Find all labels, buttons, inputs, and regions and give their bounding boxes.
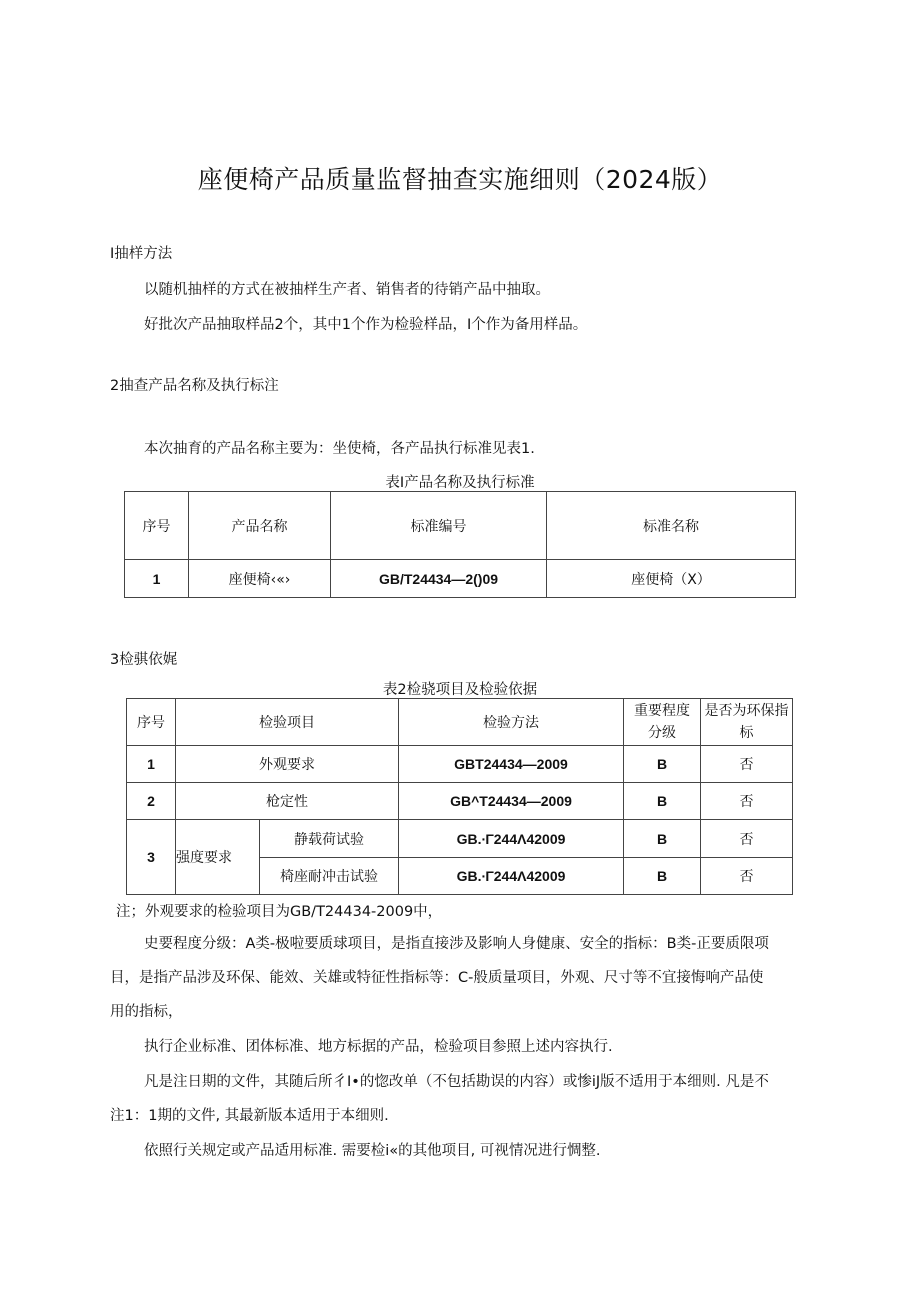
table-cell: 1: [125, 560, 189, 598]
header-cell: 标准编号: [331, 492, 547, 560]
table-cell: 椅座耐冲击试验: [260, 858, 399, 895]
section-2-heading: 2抽查产品名称及执行标注: [110, 378, 279, 394]
note-2-line-2: 目，是指产品涉及环保、能效、关雄或特征性指标等：C-般质量项目，外观、尺寸等不宜接悔响产品使: [110, 970, 764, 986]
table-cell: GB.∙Γ244Λ42009: [399, 820, 624, 858]
table-cell: GB/T24434—2()09: [331, 560, 547, 598]
table-cell: B: [624, 858, 701, 895]
header-cell: 标准名称: [547, 492, 796, 560]
product-standard-table: [124, 491, 796, 598]
page-title: 座便椅产品质量监督抽查实施细则（2024版）: [197, 165, 723, 194]
inspection-items-table: [126, 698, 793, 895]
table-cell: B: [624, 783, 701, 820]
header-cell: 序号: [127, 699, 176, 746]
header-cell: 检验方法: [399, 699, 624, 746]
note-2-line-3: 用的指标，: [110, 1004, 183, 1020]
table-cell: 枪定性: [176, 783, 399, 820]
table-cell: 否: [701, 858, 793, 895]
table-cell: B: [624, 820, 701, 858]
table-2-caption: 表2检骁项目及检验依据: [382, 682, 538, 698]
table-cell: GBT24434—2009: [399, 746, 624, 783]
header-cell: 序号: [125, 492, 189, 560]
table-cell: 否: [701, 746, 793, 783]
table-cell: 外观要求: [176, 746, 399, 783]
note-1: 注；外观要求的检验项目为GB/T24434-2009中，: [116, 904, 443, 920]
note-5: 依照行关规定或产品适用标准. 需要检i«的其他项目, 可视情况进行惆整.: [144, 1143, 601, 1159]
table-cell: GB.∙Γ244Λ42009: [399, 858, 624, 895]
section-2-paragraph: 本次抽育的产品名称主要为：坐使椅，各产品执行标准见表1.: [144, 441, 535, 457]
note-4-line-2: 注1：1期的文件, 其最新版本适用于本细则.: [110, 1108, 389, 1124]
section-1-paragraph-2: 好批次产品抽取样品2个，其中1个作为检验样品，I个作为备用样品。: [144, 317, 588, 333]
header-cell: 是否为环保指标: [701, 699, 793, 746]
section-3-heading: 3检骐依娓: [110, 652, 178, 668]
table-row: [127, 746, 793, 783]
table-cell: 否: [701, 783, 793, 820]
table-cell: 静载荷试验: [260, 820, 399, 858]
section-1-paragraph-1: 以随机抽样的方式在被抽样生产者、销售者的待销产品中抽取。: [144, 282, 550, 298]
table-header-row: [127, 699, 793, 746]
table-row: [125, 560, 796, 598]
table-cell: GB^T24434—2009: [399, 783, 624, 820]
section-1-heading: I抽样方法: [110, 246, 173, 262]
header-cell: 重要程度分级: [624, 699, 701, 746]
note-2-line-1: 史要程度分级：A类-极啦要质球项目，是指直接涉及影响人身健康、安全的指标：B类-正要质限项: [144, 936, 769, 952]
table-1-caption: 表I产品名称及执行标准: [385, 475, 535, 491]
note-4-line-1: 凡是注日期的文件，其随后所彳I•的惚改单（不包括勘误的内容）或惨iJ版不适用于本细则. 凡是不: [144, 1074, 769, 1090]
table-cell: 否: [701, 820, 793, 858]
table-cell: 座便椅‹«›: [189, 560, 331, 598]
table-cell: 2: [127, 783, 176, 820]
table-row: [127, 783, 793, 820]
table-cell: 3: [127, 820, 176, 895]
note-3: 执行企业标准、团体标准、地方标据的产品，检验项目参照上述内容执行.: [144, 1039, 613, 1055]
table-header-row: [125, 492, 796, 560]
table-cell: 座便椅（X）: [547, 560, 796, 598]
table-cell: 强度要求: [176, 820, 260, 895]
table-row: [127, 820, 793, 858]
header-cell: 产品名称: [189, 492, 331, 560]
table-cell: 1: [127, 746, 176, 783]
table-cell: B: [624, 746, 701, 783]
header-cell: 检验项目: [176, 699, 399, 746]
